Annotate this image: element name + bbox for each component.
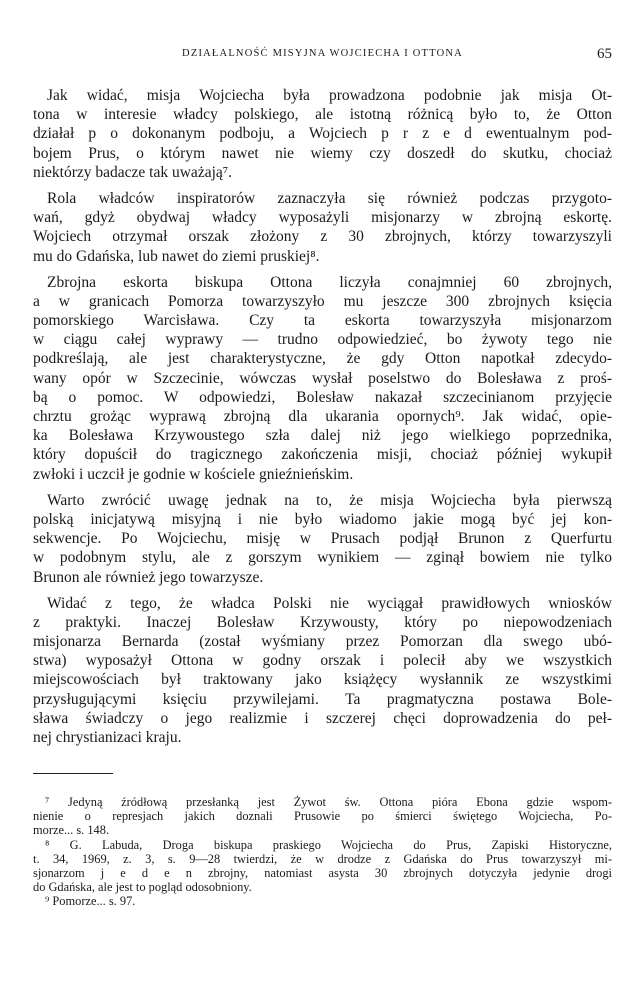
body-text (33, 86, 612, 754)
text-line: Jak widać, misja Wojciecha była prowadzona podobnie jak misja Ot- (47, 87, 612, 104)
footnotes (33, 795, 612, 909)
text-line: zwłoki i uczcił je godnie w kościele gnieźnieńskim. (33, 465, 354, 483)
footnote-line: morze... s. 148. (33, 823, 110, 838)
footnote-line: ⁹ Pomorze... s. 97. (45, 894, 136, 909)
paragraph (33, 594, 612, 748)
text-line: Rola władców inspiratorów zaznaczyła się również podczas przygoto- (47, 189, 612, 207)
text-line: polską inicjatywą misyjną i nie było wiadomo jakie mogą być jej kon- (33, 510, 612, 528)
text-line: Brunon ale również jego towarzysze. (33, 568, 264, 586)
text-line: chrztu grożąc wyprawą zbrojną dla ukarania opornych⁹. Jak widać, opie- (33, 408, 612, 425)
page-number: 65 (597, 46, 612, 62)
text-line: z praktyki. Inaczej Bolesław Krzywousty, który po niepowodzeniach (33, 613, 612, 631)
text-line: który dopuścił do tragicznego zakończenia misji, chociaż później wykupił (33, 446, 612, 464)
footnote-line: do Gdańska, ale jest to pogląd odosobniony. (33, 880, 252, 895)
text-line: a w granicach Pomorza towarzyszyło mu jeszcze 300 zbrojnych księcia (33, 292, 612, 310)
text-line: stwa) wyposażył Ottona w godny orszak i polecił aby we wszystkich (33, 652, 612, 670)
text-line: przysługującymi księciu przywilejami. Ta pragmatyczna postawa Bole- (33, 690, 612, 708)
footnote (33, 795, 612, 838)
footnote-divider (33, 773, 113, 774)
text-line: sekwencje. Po Wojciechu, misję w Prusach podjął Brunon z Querfurtu (33, 530, 612, 548)
text-line: nej chrystianizaci kraju. (33, 729, 182, 746)
text-line: niektórzy badacze tak uważają⁷. (33, 163, 233, 181)
page-header (33, 46, 612, 66)
text-line: misjonarza Bernarda (został wyśmiany przez Pomorzan dla swego ubó- (33, 633, 612, 651)
running-title: DZIAŁALNOŚĆ MISYJNA WOJCIECHA I OTTONA (182, 48, 463, 59)
footnote (33, 838, 612, 895)
text-line: w ciągu całej wyprawy — trudno odpowiedzieć, bo żywoty tego nie (33, 331, 612, 349)
text-line: ka Bolesława Krzywoustego szła dalej niż jego wielkiego poprzednika, (33, 427, 612, 445)
footnote-line: t. 34, 1969, z. 3, s. 9—28 twierdzi, że w drodze z Gdańska do Prus towarzyszył mi- (33, 851, 612, 866)
text-line: działał p o dokonanym podboju, a Wojciech p r z e d ewentualnym pod- (33, 125, 612, 143)
text-line: Warto zwrócić uwagę jednak na to, że misja Wojciecha była pierwszą (47, 491, 612, 509)
text-line: wań, gdyż obydwaj władcy wyposażyli misjonarzy w zbrojną eskortę. (33, 209, 612, 227)
paragraph (33, 273, 612, 484)
footnote-line: sjonarzom j e d e n zbrojny, natomiast asysta 30 zbrojnych dotyczyła jedynie drogi (33, 865, 612, 880)
paragraph (33, 189, 612, 266)
text-line: mu do Gdańska, lub nawet do ziemi pruskiej⁸. (33, 247, 320, 265)
text-line: Wojciech otrzymał orszak złożony z 30 zbrojnych, którzy towarzyszyli (33, 228, 612, 246)
text-line: miejscowościach był traktowany jako książęcy wysłannik ze wszystkimi (33, 671, 612, 689)
text-line: pomorskiego Warcisława. Czy ta eskorta towarzyszyła misjonarzom (33, 312, 612, 330)
footnote-line: ⁷ Jedyną źródłową przesłanką jest Żywot św. Ottona pióra Ebona gdzie wspom- (45, 795, 612, 809)
text-line: tona w interesie władcy polskiego, ale istotną różnicą było to, że Otton (33, 106, 612, 124)
text-line: wany opór w Szczecinie, wówczas wysłał poselstwo do Bolesława z proś- (33, 369, 612, 387)
text-line: bą o pomoc. W odpowiedzi, Bolesław nakazał szczecinianom przyjęcie (33, 388, 612, 406)
text-line: sława świadczy o jego realizmie i szczerej chęci doprowadzenia do peł- (33, 709, 612, 727)
text-line: bojem Prus, o którym nawet nie wiemy czy doszedł do skutku, chociaż (33, 144, 612, 162)
footnote (33, 894, 612, 908)
text-line: podkreślają, ale jest charakterystyczne, że gdy Otton napotkał zdecydo- (33, 350, 612, 368)
text-line: Widać z tego, że władca Polski nie wyciągał prawidłowych wniosków (47, 594, 612, 612)
paragraph (33, 86, 612, 182)
text-line: w podobnym stylu, ale z gorszym wynikiem — zginął bowiem nie tylko (33, 549, 612, 567)
footnote-line: nienie o represjach jakich doznali Prusowie po śmierci świętego Wojciecha, Po- (33, 809, 612, 824)
paragraph (33, 491, 612, 587)
footnote-line: ⁸ G. Labuda, Droga biskupa praskiego Wojciecha do Prus, Zapiski Historyczne, (45, 837, 612, 852)
text-line: Zbrojna eskorta biskupa Ottona liczyła conajmniej 60 zbrojnych, (47, 273, 612, 291)
